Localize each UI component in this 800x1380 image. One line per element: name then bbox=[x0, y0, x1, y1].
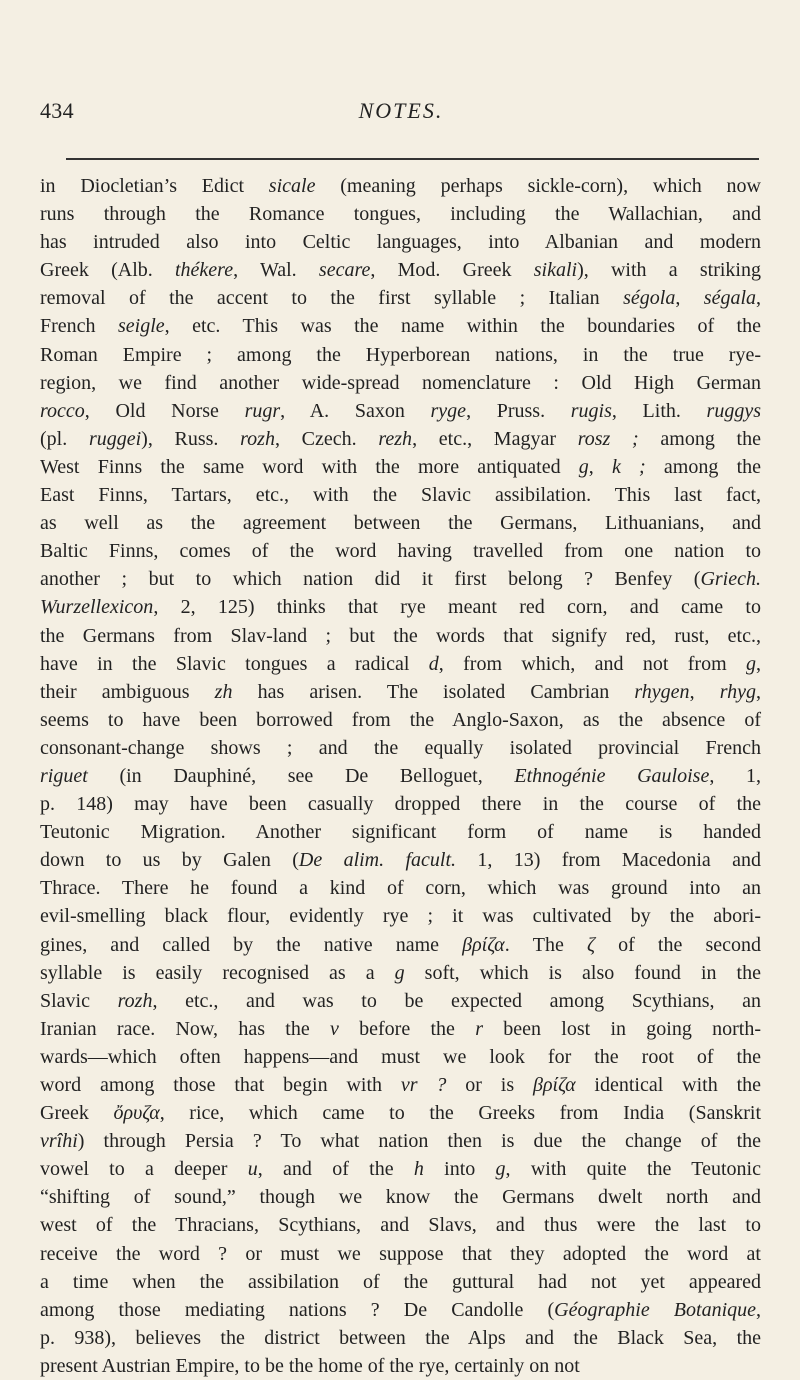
text-line: region, we find another wide-spread nomenclature : Old High German bbox=[40, 371, 761, 394]
text-line: Baltic Finns, comes of the word having travelled from one nation to bbox=[40, 540, 761, 563]
text-line: runs through the Romance tongues, including the Wallachian, and bbox=[40, 203, 761, 226]
text-line: “shifting of sound,” though we know the Germans dwelt north and bbox=[40, 1186, 761, 1209]
text-line: down to us by Galen (De alim. facult. 1, 13) from Macedonia and bbox=[40, 849, 761, 872]
text-line: the Germans from Slav-land ; but the words that signify red, rust, etc., bbox=[40, 624, 761, 647]
text-line: word among those that begin with vr ? or is βρίζα identical with the bbox=[40, 1074, 762, 1096]
running-head: NOTES. bbox=[358, 98, 444, 123]
text-line: riguet (in Dauphiné, see De Belloguet, Ethnogénie Gauloise, 1, bbox=[40, 764, 761, 787]
text-line: p. 148) may have been casually dropped there in the course of the bbox=[40, 793, 761, 816]
text-line: Wurzellexicon, 2, 125) thinks that rye meant red corn, and came to bbox=[40, 596, 761, 619]
text-line: their ambiguous zh has arisen. The isolated Cambrian rhygen, rhyg, bbox=[40, 680, 761, 703]
text-line: receive the word ? or must we suppose that they adopted the word at bbox=[40, 1242, 761, 1265]
text-line: among those mediating nations ? De Candolle (Géographie Botanique, bbox=[40, 1298, 761, 1321]
text-line: Thrace. There he found a kind of corn, which was ground into an bbox=[40, 877, 761, 900]
text-line: rocco, Old Norse rugr, A. Saxon ryge, Pruss. rugis, Lith. ruggys bbox=[40, 399, 761, 422]
text-line: seems to have been borrowed from the Anglo-Saxon, as the absence of bbox=[40, 708, 761, 731]
text-line: gines, and called by the native name βρίζα. The ζ of the second bbox=[40, 933, 761, 956]
text-line: a time when the assibilation of the guttural had not yet appeared bbox=[40, 1270, 761, 1293]
text-line: in Diocletian’s Edict sicale (meaning perhaps sickle-corn), which now bbox=[40, 175, 761, 197]
text-line: syllable is easily recognised as a g soft, which is also found in the bbox=[40, 961, 761, 984]
text-line: has intruded also into Celtic languages, into Albanian and modern bbox=[40, 231, 761, 254]
page-header bbox=[40, 98, 762, 138]
text-line: present Austrian Empire, to be the home of the rye, certainly on not bbox=[40, 1354, 580, 1377]
text-line: another ; but to which nation did it first belong ? Benfey (Griech. bbox=[40, 568, 761, 591]
text-line: have in the Slavic tongues a radical d, from which, and not from g, bbox=[40, 652, 761, 675]
text-line: Iranian race. Now, has the v before the r been lost in going north- bbox=[40, 1017, 761, 1040]
text-line: west of the Thracians, Scythians, and Slavs, and thus were the last to bbox=[40, 1214, 761, 1237]
text-line: Greek ὄρυζα, rice, which came to the Greeks from India (Sanskrit bbox=[40, 1102, 761, 1125]
body-text bbox=[40, 172, 761, 1380]
text-line: Slavic rozh, etc., and was to be expected among Scythians, an bbox=[40, 989, 761, 1012]
text-line: p. 938), believes the district between the Alps and the Black Sea, the bbox=[40, 1326, 761, 1349]
page-number: 434 bbox=[40, 98, 74, 123]
text-line: evil-smelling black flour, evidently rye ; it was cultivated by the abori- bbox=[40, 905, 761, 928]
header-rule bbox=[66, 158, 759, 160]
text-line: (pl. ruggei), Russ. rozh, Czech. rezh, etc., Magyar rosz ; among the bbox=[40, 427, 761, 450]
text-line: vrîhi) through Persia ? To what nation then is due the change of the bbox=[40, 1130, 761, 1153]
text-line: Greek (Alb. thékere, Wal. secare, Mod. Greek sikali), with a striking bbox=[40, 259, 761, 282]
text-line: consonant-change shows ; and the equally isolated provincial French bbox=[40, 736, 761, 759]
text-line: vowel to a deeper u, and of the h into g, with quite the Teutonic bbox=[40, 1158, 761, 1181]
text-line: West Finns the same word with the more antiquated g, k ; among the bbox=[40, 455, 762, 478]
text-line: removal of the accent to the first syllable ; Italian ségola, ségala, bbox=[40, 287, 761, 310]
text-line: French seigle, etc. This was the name within the boundaries of the bbox=[40, 315, 761, 338]
text-line: wards—which often happens—and must we look for the root of the bbox=[40, 1045, 761, 1068]
text-line: Roman Empire ; among the Hyperborean nations, in the true rye- bbox=[40, 343, 761, 366]
text-line: East Finns, Tartars, etc., with the Slavic assibilation. This last fact, bbox=[40, 484, 761, 507]
text-line: as well as the agreement between the Germans, Lithuanians, and bbox=[40, 512, 761, 535]
text-line: Teutonic Migration. Another significant form of name is handed bbox=[40, 821, 761, 844]
